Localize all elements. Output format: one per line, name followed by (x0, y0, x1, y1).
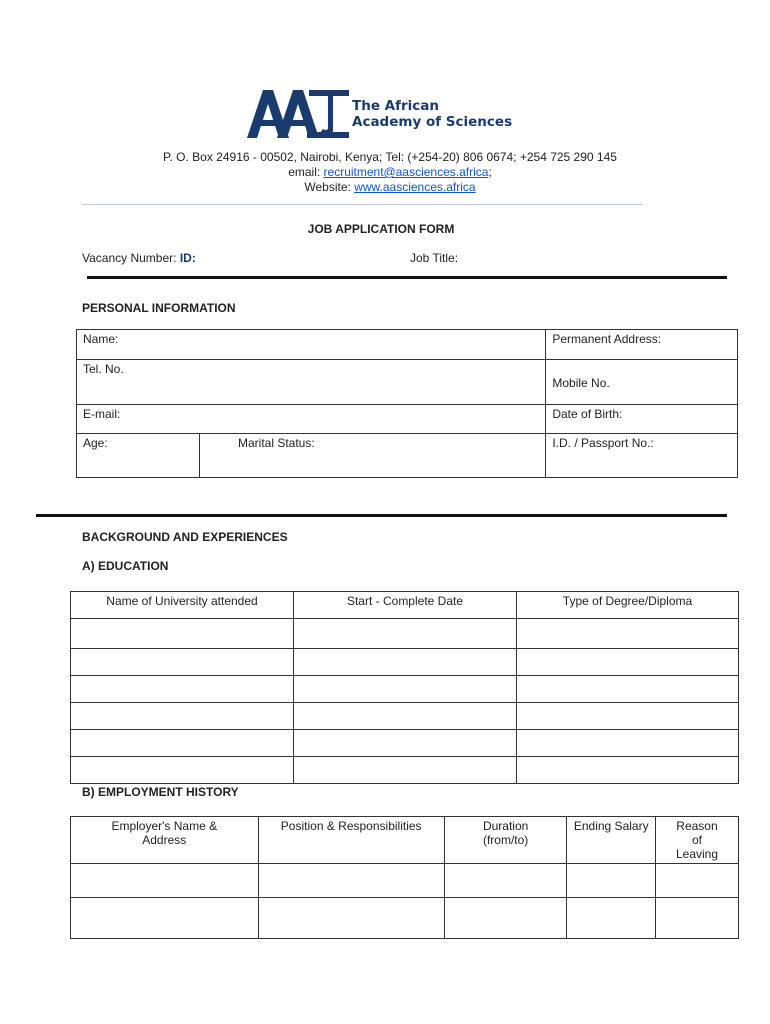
header-divider (82, 204, 642, 205)
emp-col-duration: Duration (from/to) (444, 817, 567, 864)
edu-cell[interactable] (294, 619, 517, 649)
edu-cell[interactable] (294, 730, 517, 757)
form-title: JOB APPLICATION FORM (307, 222, 455, 236)
table-row (71, 649, 739, 676)
website-link[interactable]: www.aasciences.africa (354, 180, 476, 194)
emp-cell[interactable] (444, 898, 567, 939)
edu-cell[interactable] (517, 676, 739, 703)
education-heading: A) EDUCATION (82, 559, 169, 573)
emp-cell[interactable] (655, 898, 738, 939)
emp-cell[interactable] (567, 864, 656, 898)
emp-col-position: Position & Responsibilities (258, 817, 444, 864)
tel-field[interactable]: Tel. No. (77, 360, 546, 405)
table-row (71, 730, 739, 757)
vacancy-number (82, 251, 196, 265)
mobile-label: Mobile No. (552, 376, 610, 390)
vacancy-id-label: ID: (179, 251, 196, 265)
emp-cell[interactable] (71, 864, 259, 898)
edu-cell[interactable] (517, 730, 739, 757)
emp-col-employer: Employer's Name & Address (71, 817, 259, 864)
website-line (60, 180, 720, 195)
website-prefix: Website: (304, 180, 355, 194)
email-field[interactable]: E-mail: (77, 405, 546, 434)
edu-cell[interactable] (294, 649, 517, 676)
emp-cell[interactable] (444, 864, 567, 898)
email-link[interactable]: recruitment@aasciences.africa (323, 165, 489, 179)
employment-heading: B) EMPLOYMENT HISTORY (82, 785, 239, 799)
edu-cell[interactable] (294, 703, 517, 730)
edu-cell[interactable] (517, 757, 739, 784)
mobile-field[interactable] (546, 360, 738, 405)
section-divider (87, 276, 727, 279)
emp-cell[interactable] (258, 864, 444, 898)
logo-name-line2: Academy of Sciences (352, 114, 513, 130)
edu-cell[interactable] (71, 730, 294, 757)
permanent-address-field[interactable]: Permanent Address: (546, 330, 738, 360)
job-title-label: Job Title: (410, 251, 459, 265)
contact-block (60, 150, 720, 195)
personal-heading: PERSONAL INFORMATION (82, 301, 236, 315)
employment-table (70, 816, 739, 939)
table-row (71, 703, 739, 730)
edu-cell[interactable] (71, 703, 294, 730)
edu-col-dates: Start - Complete Date (294, 592, 517, 619)
emp-col-salary: Ending Salary (567, 817, 656, 864)
emp-col-reason: Reason of Leaving (655, 817, 738, 864)
email-line (60, 165, 720, 180)
personal-info-table (76, 329, 738, 478)
edu-cell[interactable] (71, 649, 294, 676)
passport-field[interactable]: I.D. / Passport No.: (546, 434, 738, 478)
edu-col-degree: Type of Degree/Diploma (517, 592, 739, 619)
section-divider-2 (36, 514, 727, 517)
edu-cell[interactable] (71, 676, 294, 703)
table-row (71, 864, 739, 898)
email-prefix: email: (288, 165, 324, 179)
vacancy-label: Vacancy Number: (82, 251, 180, 265)
edu-cell[interactable] (517, 649, 739, 676)
edu-cell[interactable] (517, 703, 739, 730)
marital-status-label: Marital Status: (238, 436, 315, 450)
logo (247, 86, 517, 140)
emp-cell[interactable] (71, 898, 259, 939)
edu-cell[interactable] (294, 757, 517, 784)
table-row (71, 676, 739, 703)
address-line: P. O. Box 24916 - 00502, Nairobi, Kenya; Tel: (+254-20) 806 0674; +254 725 290 145 (163, 150, 617, 164)
edu-cell[interactable] (517, 619, 739, 649)
age-field[interactable]: Age: (77, 434, 200, 478)
edu-cell[interactable] (294, 676, 517, 703)
name-field[interactable]: Name: (77, 330, 546, 360)
table-row (71, 898, 739, 939)
dob-field[interactable]: Date of Birth: (546, 405, 738, 434)
emp-cell[interactable] (258, 898, 444, 939)
email-suffix: ; (488, 165, 492, 179)
edu-cell[interactable] (71, 757, 294, 784)
table-row (71, 757, 739, 784)
edu-cell[interactable] (71, 619, 294, 649)
background-heading: BACKGROUND AND EXPERIENCES (82, 530, 288, 544)
logo-name-line1: The African (352, 98, 440, 114)
table-row (71, 619, 739, 649)
emp-cell[interactable] (655, 864, 738, 898)
education-table (70, 591, 739, 784)
marital-status-field[interactable] (200, 434, 546, 478)
edu-col-university: Name of University attended (71, 592, 294, 619)
aas-monogram-icon (247, 86, 351, 140)
emp-cell[interactable] (567, 898, 656, 939)
